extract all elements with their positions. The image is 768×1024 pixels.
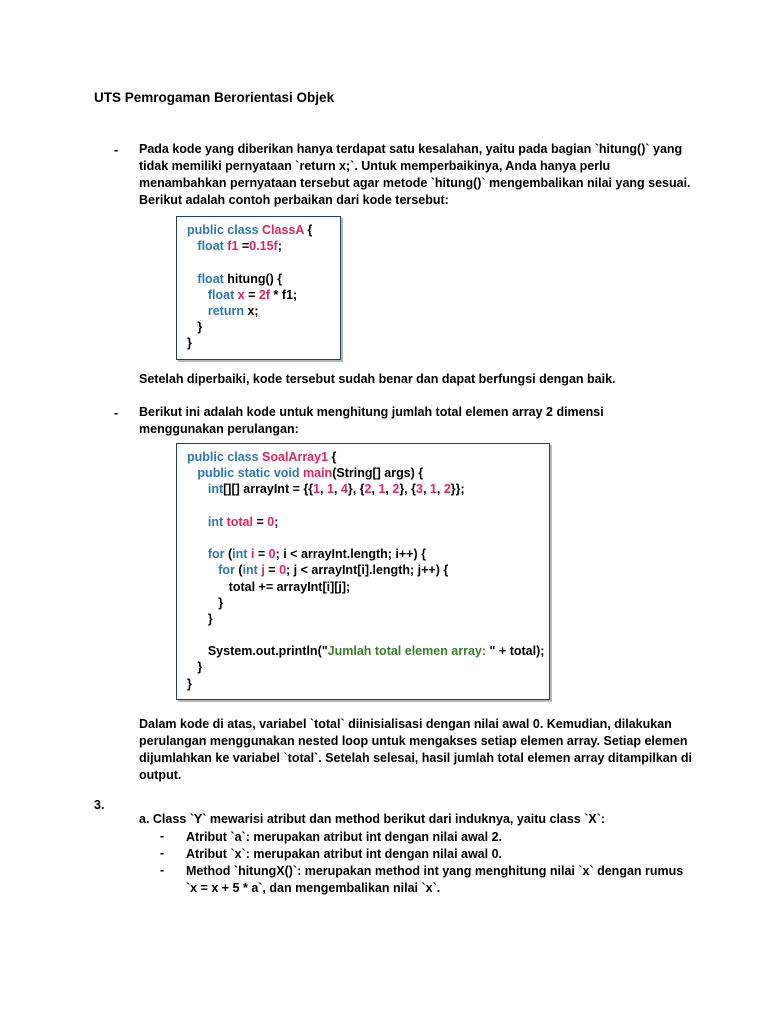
code-token: hitung() {: [227, 271, 283, 286]
text-line: perulangan menggunakan nested loop untuk mengakses setiap elemen array. Setiap elemen: [139, 734, 688, 748]
code-line: [187, 498, 549, 514]
code-token: * f1;: [270, 287, 298, 302]
code-token: total += arrayInt[i][j];: [187, 579, 351, 594]
code-token: =: [238, 239, 250, 254]
code-token: ,: [422, 482, 430, 497]
code-token: 2: [443, 482, 451, 497]
code-token: 0: [267, 514, 275, 529]
code-line: [187, 514, 549, 530]
code-token: ClassA: [262, 223, 304, 237]
code-token: [187, 515, 208, 529]
code-token: [187, 288, 208, 302]
code-token: ,: [333, 482, 341, 497]
code-token: int: [207, 482, 224, 497]
code-token: f1: [227, 239, 239, 254]
code-line: [187, 287, 340, 303]
code-token: [187, 239, 197, 253]
section2-paragraph: [139, 404, 699, 438]
code-line: [187, 481, 549, 497]
text-line: Pada kode yang diberikan hanya terdapat satu kesalahan, yaitu pada bagian `hitung()` yang: [139, 142, 683, 156]
bullet-item: [186, 829, 696, 846]
text-line: Berikut ini adalah kode untuk menghitung jumlah total elemen array 2 dimensi: [139, 405, 604, 419]
code-token: [187, 563, 218, 577]
code-token: 2f: [258, 287, 271, 302]
code-block-classa: [176, 216, 341, 360]
code-token: 3: [416, 482, 423, 497]
code-line: [187, 611, 549, 627]
code-token: 1: [313, 482, 321, 497]
code-line: [187, 676, 549, 692]
code-token: =: [254, 547, 269, 562]
code-token: }: [187, 676, 192, 691]
code-line: [187, 254, 340, 270]
code-token: public static void: [197, 466, 303, 481]
code-token: =: [264, 563, 280, 578]
code-token: ; i < arrayInt.length; i++) {: [275, 547, 426, 562]
text-line: Berikut adalah contoh perbaikan dari kode tersebut:: [139, 193, 449, 207]
text-line: Method `hitungX()`: merupakan method int yang menghitung nilai `x` dengan rumus: [186, 864, 684, 878]
code-token: int: [242, 563, 262, 578]
code-token: }: [187, 336, 192, 351]
code-token: SoalArray1: [262, 450, 329, 464]
code-token: [187, 466, 197, 480]
code-line: [187, 659, 549, 675]
code-token: }: [187, 595, 224, 610]
code-token: 0: [279, 563, 287, 578]
code-line: [187, 303, 340, 319]
code-token: System.out.println(": [187, 644, 328, 659]
text-line: `x = x + 5 * a`, dan mengembalikan nilai `x`.: [186, 881, 441, 895]
code-token: 1: [378, 482, 386, 497]
list-dash: -: [114, 406, 119, 420]
code-line: [187, 627, 549, 643]
code-token: ,: [320, 482, 327, 497]
code-line: [187, 579, 549, 595]
code-line: [187, 319, 340, 335]
code-line: [187, 562, 549, 578]
code-line: [187, 271, 340, 287]
code-token: ;: [274, 514, 279, 529]
code-line: [187, 465, 549, 481]
code-token: return: [207, 303, 248, 318]
code-token: }, {: [347, 482, 365, 497]
text-line: Atribut `a`: merupakan atribut int dengan nilai awal 2.: [186, 830, 503, 844]
code-token: Jumlah total elemen array:: [327, 644, 490, 659]
list-dash: -: [114, 143, 119, 157]
code-token: main: [303, 466, 333, 481]
code-token: int: [207, 514, 227, 529]
list-dash: -: [160, 846, 165, 860]
code-token: [][] arrayInt = {{: [223, 482, 314, 497]
text-line: menambahkan pernyataan tersebut agar metode `hitung()` mengembalikan nilai yang sesuai.: [139, 176, 691, 190]
code-token: ,: [385, 482, 393, 497]
code-token: [187, 304, 208, 318]
code-token: 2: [364, 482, 372, 497]
code-token: public class: [187, 450, 263, 464]
code-token: }};: [450, 482, 465, 497]
section-number: 3.: [94, 798, 105, 812]
code-token: }: [187, 320, 203, 335]
section3-intro: a. Class `Y` mewarisi atribut dan method berikut dari induknya, yaitu class `X`:: [139, 812, 606, 826]
code-token: 0: [268, 547, 276, 562]
code-token: =: [252, 514, 268, 529]
code-token: j: [261, 563, 265, 578]
code-token: (: [238, 563, 243, 578]
code-token: =: [244, 287, 259, 302]
section2-after: [139, 716, 699, 784]
code-line: [187, 546, 549, 562]
code-token: 2: [392, 482, 400, 497]
code-token: [187, 482, 208, 496]
code-line: [187, 595, 549, 611]
code-line: [187, 238, 340, 254]
code-token: [187, 547, 208, 561]
code-token: float: [207, 287, 238, 302]
code-token: }, {: [399, 482, 416, 497]
code-block-soalarray1: [176, 443, 550, 700]
code-token: ,: [436, 482, 444, 497]
code-token: total: [226, 514, 253, 529]
text-line: menggunakan perulangan:: [139, 422, 299, 436]
section1-after: Setelah diperbaiki, kode tersebut sudah benar dan dapat berfungsi dengan baik.: [139, 372, 616, 386]
code-token: ; j < arrayInt[i].length; j++) {: [286, 563, 449, 578]
code-token: 0.15f: [249, 239, 278, 254]
bullet-item: [186, 846, 696, 863]
code-token: ;: [277, 239, 282, 254]
code-token: x: [237, 287, 245, 302]
code-token: float: [197, 239, 228, 254]
code-token: i: [250, 547, 255, 562]
page-title: UTS Pemrogaman Berorientasi Objek: [94, 90, 335, 105]
code-line: [187, 643, 549, 659]
code-token: }: [187, 611, 213, 626]
code-token: int: [232, 547, 251, 562]
list-dash: -: [160, 829, 165, 843]
code-token: public class: [187, 223, 263, 237]
code-token: 4: [340, 482, 348, 497]
code-line: [187, 335, 340, 351]
section1-paragraph: [139, 141, 699, 209]
code-token: {: [303, 223, 313, 237]
text-line: Dalam kode di atas, variabel `total` diinisialisasi dengan nilai awal 0. Kemudian, dilakukan: [139, 717, 672, 731]
code-line: [187, 222, 340, 238]
text-line: output.: [139, 768, 182, 782]
list-dash: -: [160, 863, 165, 877]
text-line: dijumlahkan ke variabel `total`. Setelah selesai, hasil jumlah total elemen array ditampilkan di: [139, 751, 692, 765]
code-line: [187, 530, 549, 546]
text-line: tidak memiliki pernyataan `return x;`. Untuk memperbaikinya, Anda hanya perlu: [139, 159, 611, 173]
code-token: float: [197, 271, 228, 286]
code-token: [187, 272, 197, 286]
code-token: x;: [247, 303, 259, 318]
code-token: ,: [371, 482, 379, 497]
code-token: (: [227, 547, 233, 562]
code-token: for: [218, 563, 239, 578]
code-token: 1: [327, 482, 334, 497]
code-line: [187, 449, 549, 465]
bullet-item: [186, 863, 696, 897]
code-token: {: [328, 450, 337, 464]
text-line: Atribut `x`: merupakan atribut int dengan nilai awal 0.: [186, 847, 503, 861]
code-token: " + total);: [489, 644, 545, 659]
code-token: 1: [429, 482, 437, 497]
code-token: (String[] args) {: [332, 466, 424, 481]
code-token: }: [187, 660, 203, 675]
code-token: for: [207, 547, 228, 562]
